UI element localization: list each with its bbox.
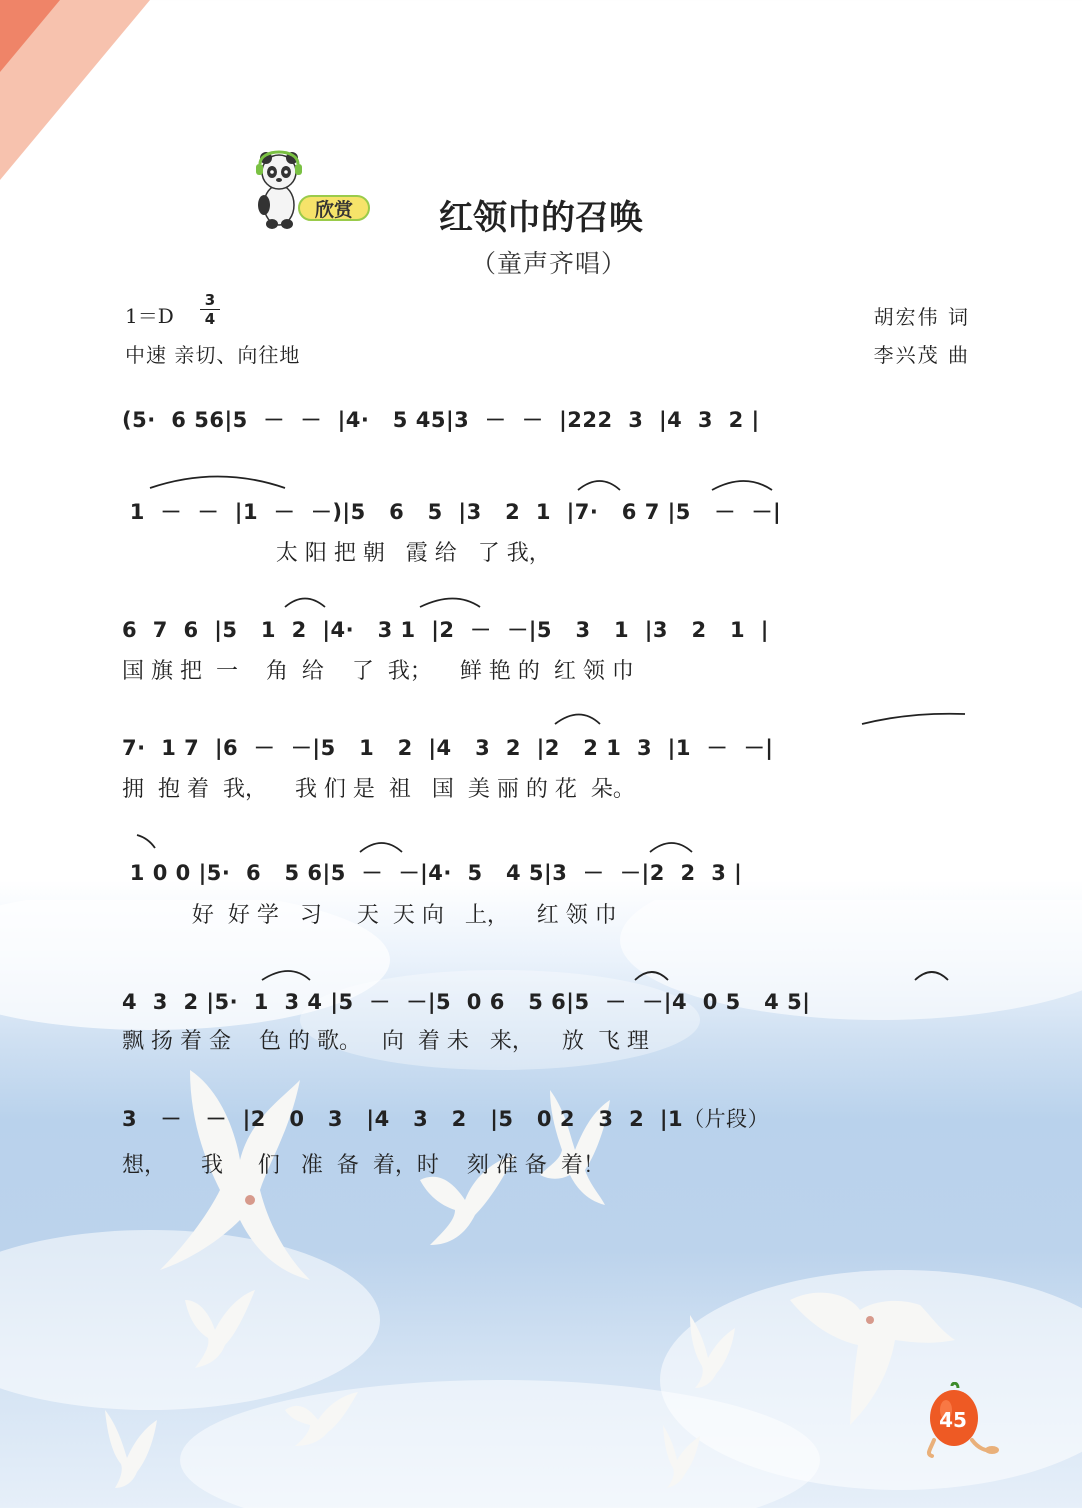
dove-image	[530, 1080, 620, 1210]
corner-decoration	[0, 0, 150, 180]
lyric-line-6: 飘 扬 着 金 色 的 歌。 向 着 未 来， 放 飞 理	[122, 1029, 649, 1054]
song-title: 红领巾的召唤	[439, 198, 643, 238]
notation-line-7-notes: 3 － － |2 0 3 |4 3 2 |5 0 2 3 2 |1	[122, 1107, 684, 1131]
notation-line-5: 1 0 0 |5· 6 5 6|5 － －|4· 5 4 5|3 － －|2 2 3 |	[122, 861, 743, 885]
segment-label: （片段）	[683, 1107, 770, 1131]
dove-image	[655, 1420, 705, 1490]
time-signature	[200, 292, 220, 327]
appreciation-badge: 欣赏	[298, 195, 370, 221]
lyric-line-7: 想， 我 们 准 备 着，时 刻 准 备 着！	[122, 1153, 605, 1178]
dove-image	[180, 1280, 260, 1370]
notation-line-4: 7· 1 7 |6 － －|5 1 2 |4 3 2 |2 2 1 3 |1 － －|	[122, 736, 774, 760]
lyric-line-5: 好 好 学 习 天 天 向 上， 红 领 巾	[122, 903, 617, 928]
dove-image	[680, 1310, 740, 1390]
time-signature-bottom: 4	[204, 310, 216, 328]
time-signature-top: 3	[204, 291, 216, 309]
lyric-line-3: 国 旗 把 一 角 给 了 我； 鲜 艳 的 红 领 巾	[122, 659, 634, 684]
notation-line-2: 1 － － |1 － －)|5 6 5 |3 2 1 |7· 6 7 |5 － －|	[122, 500, 782, 524]
dove-image	[95, 1400, 165, 1490]
lyric-line-2: 太 阳 把 朝 霞 给 了 我，	[122, 541, 551, 566]
lyric-line-4: 拥 抱 着 我， 我 们 是 祖 国 美 丽 的 花 朵。	[122, 777, 635, 802]
page-number: 45	[939, 1408, 967, 1432]
dove-image	[280, 1380, 360, 1450]
key-signature: 1＝D	[125, 304, 174, 328]
composer-credit: 李兴茂 曲	[873, 343, 970, 367]
tempo-marking: 中速 亲切、向往地	[125, 343, 301, 367]
notation-line-7	[122, 1103, 769, 1133]
song-subtitle: （童声齐唱）	[470, 249, 627, 278]
notation-line-6: 4 3 2 |5· 1 3 4 |5 － －|5 0 6 5 6|5 － －|4 0 5 4 5|	[122, 990, 811, 1014]
notation-line-1: (5· 6 56|5 － － |4· 5 45|3 － － |222 3 |4 3 2 |	[122, 408, 760, 432]
lyricist-credit: 胡宏伟 词	[873, 305, 970, 329]
notation-line-3: 6 7 6 |5 1 2 |4· 3 1 |2 － －|5 3 1 |3 2 1 |	[122, 618, 769, 642]
